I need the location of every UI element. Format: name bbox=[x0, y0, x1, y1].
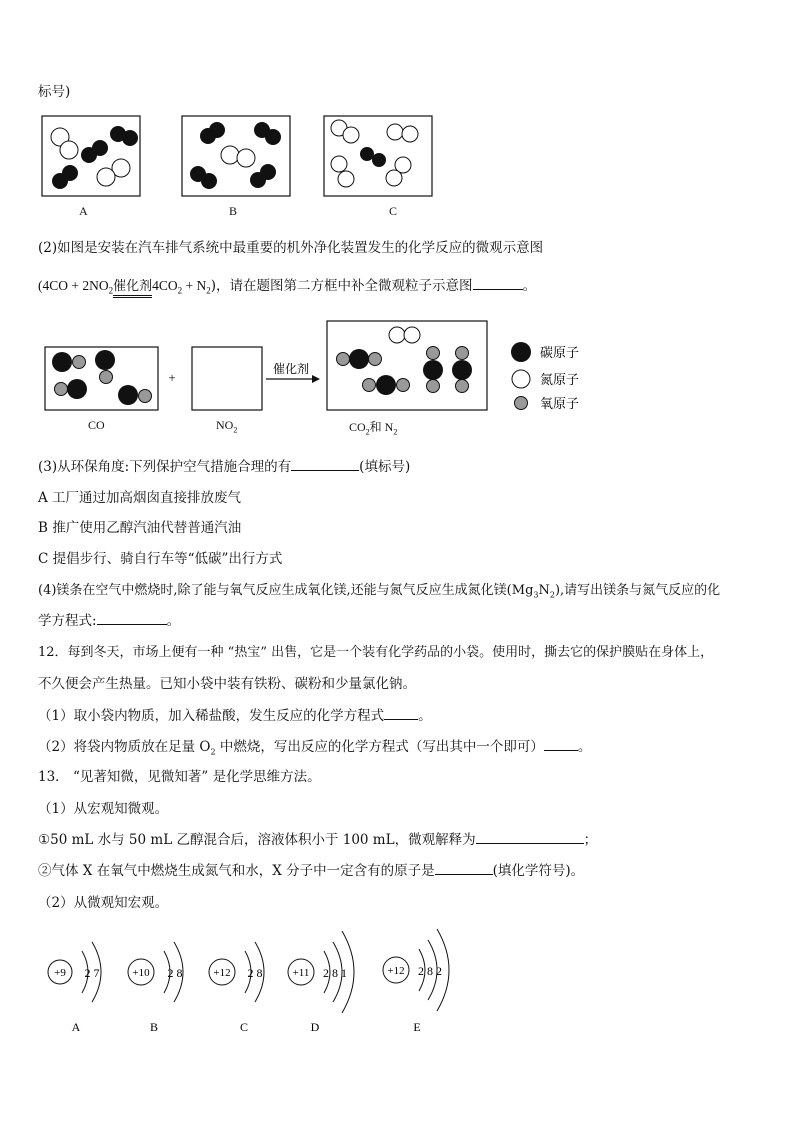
q13-stem: 13． “见著知微，见微知著” 是化学思维方法。 bbox=[38, 769, 321, 785]
q3-option-c: C 提倡步行、骑自行车等“低碳”出行方式 bbox=[38, 551, 283, 567]
q12-stem: 12．每到冬天，市场上便有一种 “热宝” 出售，它是一个装有化学药品的小袋。使用时，撕去它的保护膜贴在身体上， bbox=[38, 645, 714, 660]
svg-text:2 8: 2 8 bbox=[167, 966, 183, 980]
box-label-a: A bbox=[79, 204, 88, 218]
catalyst-condition: 催化剂 bbox=[113, 279, 152, 298]
atom-structure-diagrams bbox=[30, 925, 490, 1045]
box-c bbox=[324, 116, 432, 196]
atom-a bbox=[48, 942, 101, 1034]
box-label-c: C bbox=[389, 204, 398, 218]
label-no2: $NO_2$ bbox=[216, 418, 238, 435]
q12-sub1: （1）取小袋内物质，加入稀盐酸，发生反应的化学方程式 。 bbox=[38, 708, 432, 724]
atom-b bbox=[128, 942, 183, 1034]
answer-blank[interactable] bbox=[544, 737, 578, 751]
svg-text:2 7: 2 7 bbox=[84, 966, 100, 980]
q12-line2: 不久便会产生热量。已知小袋中装有铁粉、碳粉和少量氯化钠。 bbox=[38, 676, 416, 692]
answer-blank[interactable] bbox=[97, 611, 167, 625]
answer-blank[interactable] bbox=[476, 830, 584, 844]
nitrogen-atom-icon bbox=[512, 370, 530, 388]
svg-text:+11: +11 bbox=[292, 967, 310, 979]
q4-line2: 学方程式: 。 bbox=[38, 613, 181, 629]
reaction-arrow bbox=[266, 375, 320, 383]
label-co: CO bbox=[88, 418, 105, 432]
particle-boxes-q1 bbox=[40, 114, 440, 202]
no2-box-empty[interactable] bbox=[192, 347, 262, 410]
legend-oxygen: 氧原子 bbox=[540, 397, 580, 412]
svg-text:C: C bbox=[239, 1020, 249, 1034]
legend-carbon: 碳原子 bbox=[540, 346, 580, 361]
legend bbox=[511, 342, 579, 412]
box-label-b: B bbox=[229, 204, 238, 218]
svg-text:2 8 1: 2 8 1 bbox=[323, 966, 347, 980]
reaction-diagram bbox=[40, 318, 600, 418]
q12-sub2: （2）将袋内物质放在足量 $O_2$ 中燃烧，写出反应的化学方程式（写出其中一个即可） 。 bbox=[38, 739, 592, 757]
oxygen-atom-icon bbox=[515, 397, 528, 410]
q2-stem: (2)如图是安装在汽车排气系统中最重要的机外净化装置发生的化学反应的微观示意图 bbox=[38, 240, 544, 256]
plus-sign: + bbox=[168, 370, 176, 385]
svg-text:+10: +10 bbox=[132, 967, 150, 979]
q13-sub1: （1）从宏观知微观。 bbox=[38, 801, 169, 817]
q3-stem: (3)从环保角度:下列保护空气措施合理的有 (填标号) bbox=[38, 459, 411, 475]
q2-equation: ($4CO + 2NO_2$催化剂$4CO_2 + N_2$)，请在题图第二方框中补全微观粒子示意图 。 bbox=[38, 276, 536, 301]
box-b bbox=[182, 116, 290, 196]
box-a bbox=[42, 116, 140, 196]
q13-item2: ②气体 X 在氧气中燃烧生成氮气和水，X 分子中一定含有的原子是 (填化学符号)。 bbox=[38, 863, 585, 879]
co-box bbox=[45, 347, 158, 410]
svg-text:B: B bbox=[149, 1020, 159, 1034]
atom-c bbox=[209, 942, 264, 1034]
q13-sub2: （2）从微观知宏观。 bbox=[38, 895, 169, 911]
product-box bbox=[327, 321, 487, 410]
q4-stem: (4)镁条在空气中燃烧时,除了能与氧气反应生成氧化镁,还能与氮气反应生成氮化镁$(Mg_3N_2)$,请写出镁条与氮气反应的化 bbox=[38, 583, 721, 600]
arrow-catalyst-label: 催化剂 bbox=[272, 362, 310, 376]
svg-text:2 8: 2 8 bbox=[247, 966, 263, 980]
svg-text:D: D bbox=[310, 1020, 320, 1034]
answer-blank[interactable] bbox=[384, 706, 418, 720]
svg-text:+9: +9 bbox=[54, 967, 66, 979]
q13-item1: ①50 mL 水与 50 mL 乙醇混合后，溶液体积小于 100 mL，微观解释为 ； bbox=[38, 832, 598, 848]
answer-blank[interactable] bbox=[473, 276, 523, 290]
svg-text:+12: +12 bbox=[213, 967, 231, 979]
q3-option-b: B 推广使用乙醇汽油代替普通汽油 bbox=[38, 520, 242, 536]
answer-blank[interactable] bbox=[435, 861, 493, 875]
atom-d bbox=[288, 931, 354, 1034]
atom-e bbox=[383, 929, 449, 1034]
answer-blank[interactable] bbox=[291, 457, 359, 471]
label-products: $CO_2$和 $N_2$ bbox=[349, 420, 398, 437]
question-tail-text: 标号) bbox=[38, 84, 71, 100]
q3-option-a: A 工厂通过加高烟囱直接排放废气 bbox=[38, 490, 242, 506]
carbon-atom-icon bbox=[511, 342, 531, 362]
svg-text:2 8 2: 2 8 2 bbox=[418, 964, 442, 978]
svg-text:E: E bbox=[413, 1020, 421, 1034]
svg-text:+12: +12 bbox=[387, 965, 405, 977]
svg-text:A: A bbox=[71, 1020, 81, 1034]
legend-nitrogen: 氮原子 bbox=[540, 373, 580, 388]
